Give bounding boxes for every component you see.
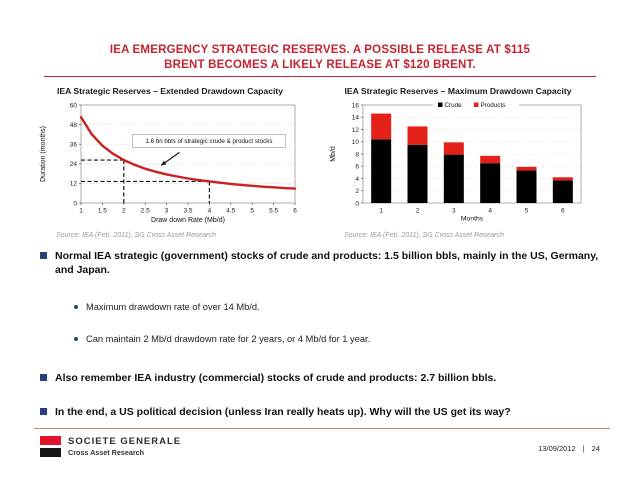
sub-bullet-item	[74, 301, 620, 313]
y-tick-label: 4	[355, 175, 359, 183]
x-tick-label: 1	[79, 207, 83, 215]
x-tick-label: 4.5	[226, 207, 236, 215]
slide-title	[60, 43, 580, 72]
x-tick-label: 6	[561, 207, 565, 215]
x-tick-label: 4	[207, 207, 212, 215]
y-axis-label: Duration (months)	[40, 125, 47, 183]
bar-products	[480, 156, 500, 163]
y-tick-label: 8	[355, 151, 359, 159]
stacked-bar-chart-drawdown-capacity	[323, 99, 593, 231]
x-tick-label: 2	[121, 207, 126, 215]
chart-maximum-drawdown	[320, 86, 596, 239]
bullet-item	[40, 405, 605, 419]
bar-crude	[444, 155, 464, 203]
bar-crude	[371, 139, 391, 203]
bullet-text: Can maintain 2 Mb/d drawdown rate for 2 years, or 4 Mb/d for 1 year.	[86, 334, 371, 344]
bar-crude	[408, 145, 428, 203]
bar-products	[517, 167, 537, 171]
y-tick-label: 0	[73, 200, 77, 208]
page-info	[538, 444, 600, 453]
bullet-item	[40, 371, 605, 385]
title-underline	[44, 76, 596, 77]
y-tick-label: 12	[69, 180, 77, 188]
bar-products	[408, 126, 428, 144]
brand-name: SOCIETE GENERALE	[68, 436, 182, 447]
footer-rule	[34, 428, 610, 429]
bar-crude	[553, 180, 573, 203]
x-axis-label: Draw down Rate (Mb/d)	[151, 217, 225, 224]
page-separator: |	[582, 444, 585, 453]
x-axis-label: Months	[460, 215, 484, 223]
x-tick-label: 1.5	[97, 207, 107, 215]
chart-extended-drawdown	[32, 86, 308, 239]
y-tick-label: 12	[351, 126, 359, 134]
y-axis-label: Mb/d	[330, 146, 337, 162]
dot-bullet-marker	[74, 305, 78, 309]
y-tick-label: 36	[69, 141, 77, 149]
chart-title: IEA Strategic Reserves – Maximum Drawdown Capacity	[344, 86, 572, 96]
bar-products	[444, 142, 464, 154]
logo-black-band	[40, 448, 61, 457]
bullet-item	[40, 249, 605, 277]
x-tick-label: 3	[452, 207, 456, 215]
y-tick-label: 10	[351, 139, 359, 147]
chart-title: IEA Strategic Reserves – Extended Drawdown Capacity	[56, 86, 284, 96]
brand-block	[40, 436, 181, 457]
bullet-text: Also remember IEA industry (commercial) stocks of crude and products: 2.7 billion bbls.	[55, 372, 497, 384]
slide-title-line-2: BRENT BECOMES A LIKELY RELEASE AT $120 BRENT.	[164, 58, 476, 71]
x-tick-label: 3.5	[183, 207, 193, 215]
y-tick-label: 6	[355, 163, 359, 171]
chart-source: Source: IEA (Feb. 2011), SG Cross Asset Research	[344, 232, 505, 239]
slide-title-line-1: IEA EMERGENCY STRATEGIC RESERVES. A POSSIBLE RELEASE AT $115	[109, 44, 531, 56]
societe-generale-logo	[40, 436, 61, 457]
dot-bullet-marker	[74, 337, 78, 341]
x-tick-label: 5	[524, 207, 529, 215]
y-tick-label: 16	[351, 102, 359, 110]
square-bullet-marker	[40, 408, 47, 415]
sub-bullet-item	[74, 333, 620, 345]
charts-row	[32, 86, 608, 239]
annotation-label: 1.6 bn bbls of strategic crude & product stocks	[145, 138, 273, 146]
chart-source: Source: IEA (Feb. 2011), SG Cross Asset Research	[56, 232, 217, 239]
logo-red-band	[40, 436, 61, 445]
bar-crude	[480, 163, 500, 203]
bar-products	[371, 114, 391, 140]
square-bullet-marker	[40, 252, 47, 259]
page-number: 24	[591, 444, 600, 453]
x-tick-label: 6	[293, 207, 297, 215]
y-tick-label: 0	[355, 200, 359, 208]
x-tick-label: 5.5	[269, 207, 279, 215]
x-tick-label: 1	[379, 207, 383, 215]
bullet-text: Maximum drawdown rate of over 14 Mb/d.	[86, 302, 260, 312]
legend-swatch-crude	[438, 103, 443, 108]
brand-division: Cross Asset Research	[68, 448, 145, 457]
line-chart-drawdown-duration	[35, 99, 305, 231]
bullet-text: In the end, a US political decision (unless Iran really heats up). Why will the US get its way?	[55, 406, 511, 418]
bar-products	[553, 177, 573, 180]
x-tick-label: 3	[164, 207, 169, 215]
legend-label-crude: Crude	[444, 102, 462, 110]
slide-date: 13/09/2012	[538, 444, 576, 453]
y-tick-label: 14	[351, 114, 359, 122]
y-tick-label: 60	[69, 102, 77, 110]
legend-swatch-products	[474, 103, 479, 108]
bar-crude	[517, 171, 537, 203]
x-tick-label: 2	[415, 207, 420, 215]
brand-text	[68, 436, 181, 457]
x-tick-label: 2.5	[140, 207, 150, 215]
bullet-text: Normal IEA strategic (government) stocks of crude and products: 1.5 billion bbls, mainly in the US, Germany, and Japan.	[55, 250, 599, 276]
x-tick-label: 4	[488, 207, 492, 215]
legend-label-products: Products	[480, 102, 506, 110]
square-bullet-marker	[40, 374, 47, 381]
y-tick-label: 24	[69, 161, 77, 169]
y-tick-label: 2	[355, 188, 359, 196]
x-tick-label: 5	[250, 207, 255, 215]
bullet-list	[40, 249, 620, 419]
y-tick-label: 48	[69, 121, 77, 129]
